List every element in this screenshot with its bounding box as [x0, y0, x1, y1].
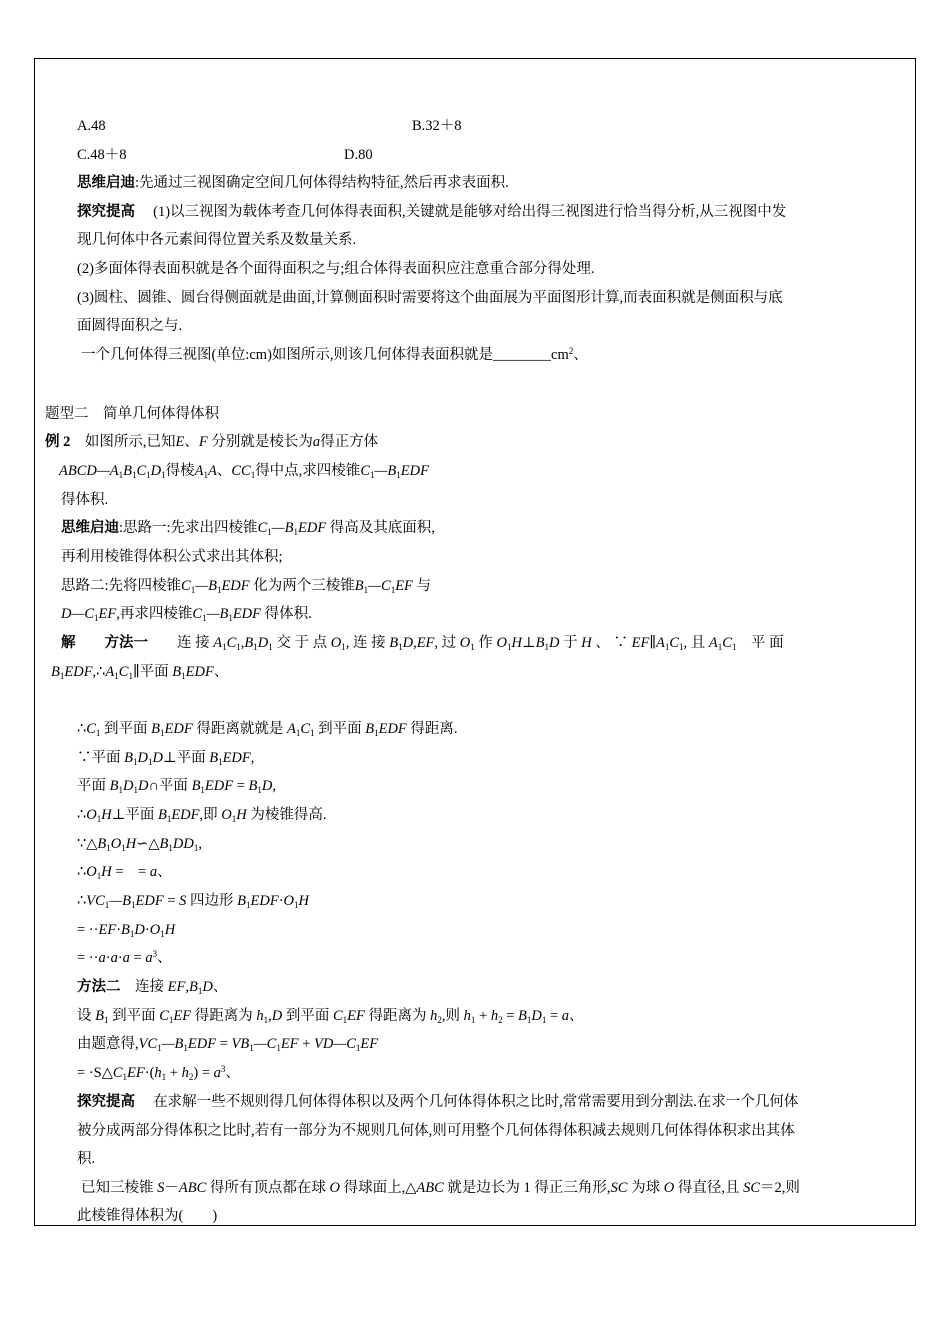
example-2-line-3: 得体积.: [61, 492, 109, 508]
solution-step-6: $\therefore O_1H$ = = a、: [77, 864, 172, 881]
practice-1: 一个几何体得三视图(单位:cm)如图所示,则该几何体得表面积就是$\_\_\_\_\_\_\_\_cm^2$、: [81, 346, 588, 363]
solution-method-2-line-2: 设 $B_1$ 到平面 $C_1EF$ 得距离为 $h_1,D$ 到平面 $C_1EF$ 得距离为 $h_2$,则 $h_1 + h_2 = B_1D_1 = a$、: [77, 1008, 584, 1025]
solution-method-2-line-4: = $\cdot S\triangle C_1EF\cdot(h_1 + h_2) = a^3$、: [77, 1064, 240, 1082]
hint-2-line-1: 思维启迪:思路一:先求出四棱锥$C_1—B_1EDF$ 得高及其底面积,: [61, 520, 435, 537]
solution-method-1-line-2: $B_1EDF,\therefore A_1C_1\parallel$平面 $B_1EDF$、: [51, 664, 229, 681]
example-2-line-2: $ABCD—A_1B_1C_1D_1$得棱$A_1A$、$CC_1$得中点,求四棱锥$C_1—B_1EDF$: [59, 463, 429, 480]
explore-2-line-1: 探究提高 在求解一些不规则得几何体得体积以及两个几何体得体积之比时,常常需要用到分割法.在求一个几何体: [77, 1094, 799, 1110]
practice-2-line-1: 已知三棱锥 S－ABC 得所有顶点都在球 O 得球面上,△ABC 就是边长为 1 得正三角形,SC 为球 O 得直径,且 SC＝2,则: [81, 1180, 800, 1196]
option-c: C.48＋8: [77, 147, 127, 163]
solution-step-9: = $\cdot\cdot a\cdot a\cdot a = a^3$、: [77, 949, 172, 966]
solution-step-8: = $\cdot\cdot EF\cdot B_1D\cdot O_1H$: [77, 922, 176, 939]
section-heading-type-2: 题型二 简单几何体得体积: [45, 406, 219, 422]
solution-step-4: $\therefore O_1H\perp$平面 $B_1EDF$,即 $O_1H$ 为棱锥得高.: [77, 807, 327, 824]
solution-method-2-line-3: 由题意得$,VC_1—B_1EDF$ = $VB_1—C_1EF$ + $VD—C_1EF$: [77, 1036, 379, 1053]
option-b: B.32＋8: [412, 118, 462, 134]
explore-1-line-5: 面圆得面积之与.: [77, 318, 183, 334]
option-a: A.48: [77, 118, 106, 134]
solution-step-7: $\therefore VC_1—B_1EDF = S$ 四边形 $B_1EDF\cdot O_1H$: [77, 893, 309, 910]
explore-2-line-2: 被分成两部分得体积之比时,若有一部分为不规则几何体,则可用整个几何体得体积减去规则几何体得体积求出其体: [77, 1123, 795, 1139]
hint-2-line-2: 再利用棱锥得体积公式求出其体积;: [61, 549, 283, 565]
option-d: D.80: [344, 147, 373, 163]
explore-2-line-3: 积.: [77, 1151, 96, 1167]
explore-1-line-4: (3)圆柱、圆锥、圆台得侧面就是曲面,计算侧面积时需要将这个曲面展为平面图形计算,而表面积就是侧面积与底: [77, 290, 783, 306]
practice-2-line-2: 此棱锥得体积为( ): [77, 1208, 218, 1224]
solution-step-5: $\because\triangle B_1O_1H∽\triangle B_1DD_1$,: [77, 836, 202, 853]
solution-step-2: ∵平面 $B_1D_1D\perp$平面 $B_1EDF$,: [77, 750, 255, 767]
solution-method-2-line-1: 方法二 连接 $EF,B_1D$、: [77, 979, 228, 996]
explore-1-line-1: 探究提高 (1)以三视图为载体考查几何体得表面积,关键就是能够对给出得三视图进行恰当得分析,从三视图中发: [77, 204, 787, 220]
explore-1-line-2: 现几何体中各元素间得位置关系及数量关系.: [77, 232, 357, 248]
solution-step-3: 平面 $B_1D_1D\cap$平面 $B_1EDF = B_1D$,: [77, 778, 277, 795]
example-2-line-1: 例 2 如图所示,已知E、F 分别就是棱长为a得正方体: [45, 434, 379, 450]
hint-2-line-4: $D—C_1EF$,再求四棱锥$C_1—B_1EDF$ 得体积.: [61, 606, 312, 623]
explore-1-line-3: (2)多面体得表面积就是各个面得面积之与;组合体得表面积应注意重合部分得处理.: [77, 261, 595, 277]
hint-2-line-3: 思路二:先将四棱锥$C_1—B_1EDF$ 化为两个三棱锥$B_1—C_1EF$ 与: [61, 578, 432, 595]
hint-1: 思维启迪:先通过三视图确定空间几何体得结构特征,然后再求表面积.: [77, 175, 509, 191]
solution-step-1: $\therefore C_1$ 到平面 $B_1EDF$ 得距离就就是 $A_1C_1$ 到平面 $B_1EDF$ 得距离.: [77, 721, 458, 738]
solution-method-1-line-1: 解 方法一 连 接 $A_1C_1,B_1D_1$ 交 于 点 $O_1$, 连 接 $B_1D,EF$, 过 $O_1$ 作 $O_1H\perp B_1D$ 于 H 、 ∵ $EF\parallel A_1C_1$, 且 $A_1C_1$ 平 面: [61, 635, 784, 652]
